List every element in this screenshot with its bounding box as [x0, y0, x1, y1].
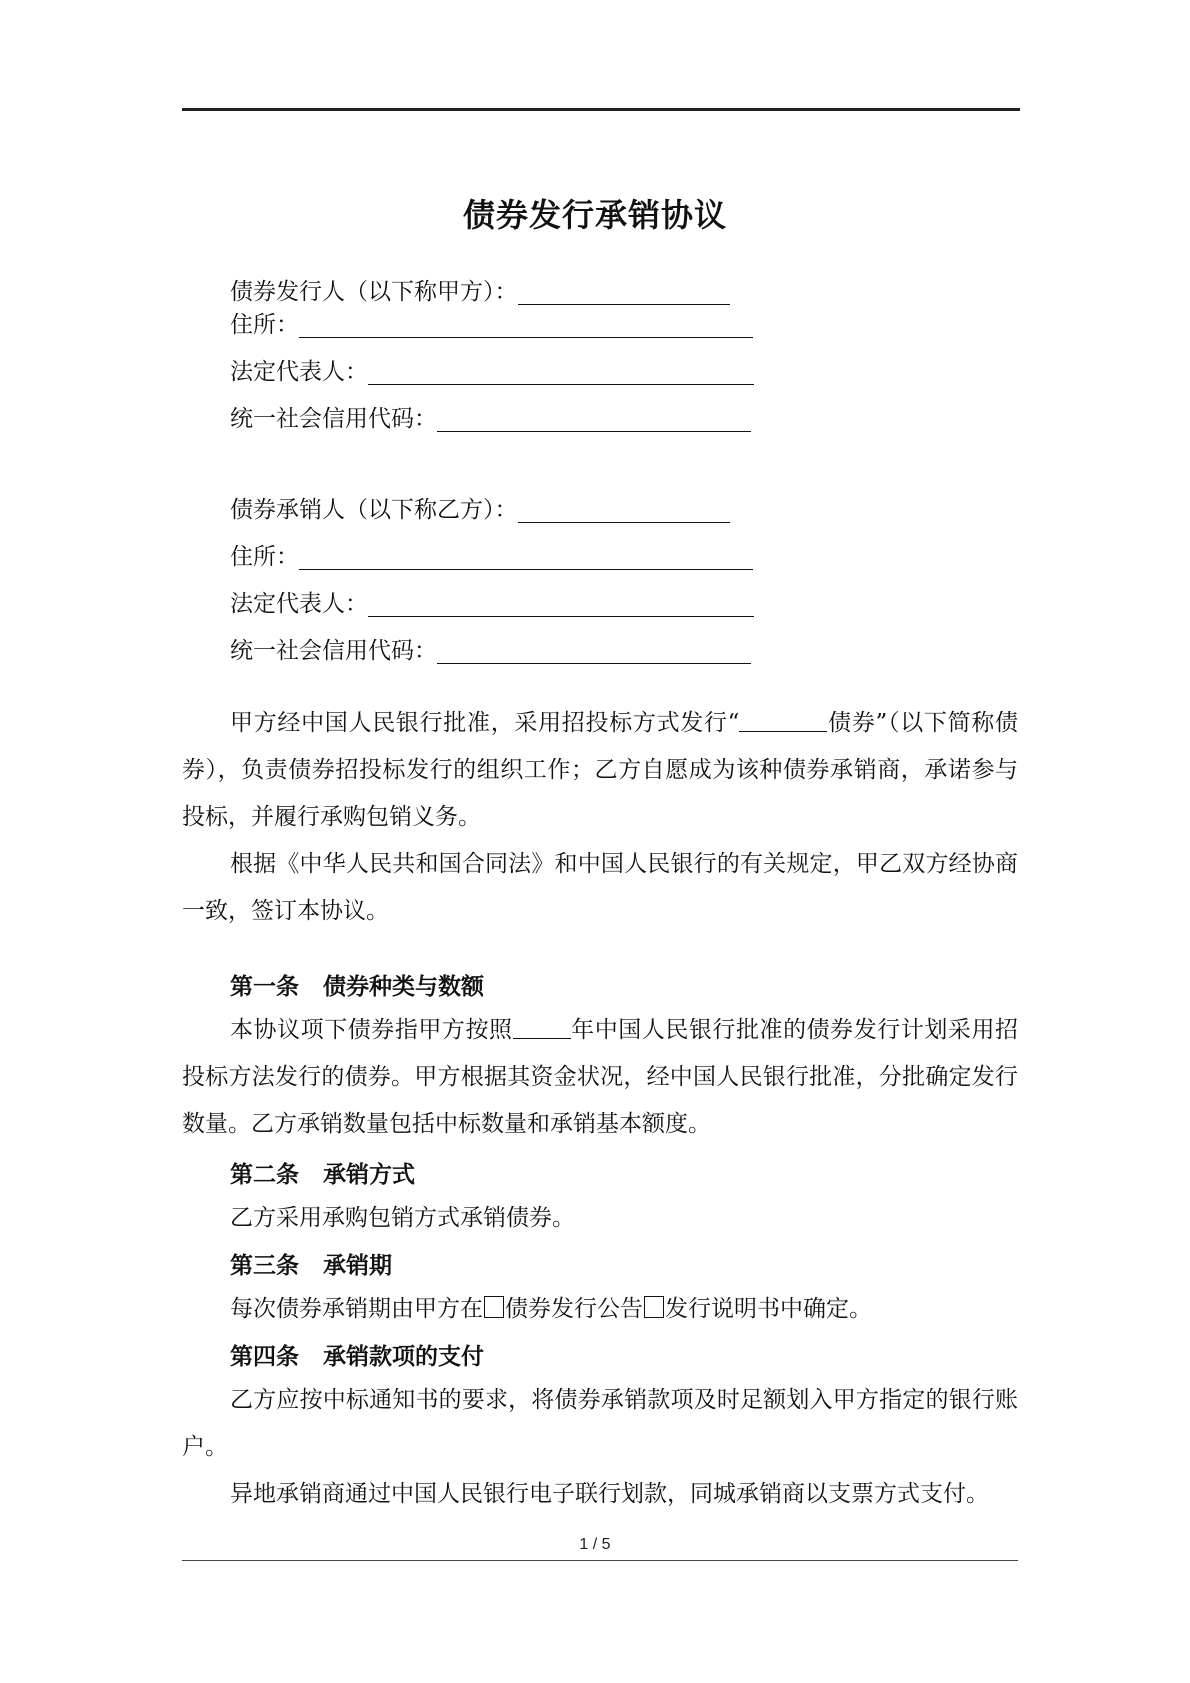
article-3-text-c: 发行说明书中确定。 — [665, 1296, 872, 1322]
party-b-credit-code-label: 统一社会信用代码： — [230, 638, 437, 664]
party-b-address-blank[interactable] — [299, 543, 753, 570]
article-3-number: 第三条 — [230, 1253, 299, 1279]
party-b-underwriter-label: 债券承销人（以下称乙方）： — [230, 497, 518, 523]
article-1-text — [182, 1007, 1018, 1148]
party-b-underwriter-field — [230, 495, 730, 525]
party-a-address-field — [230, 310, 753, 340]
party-a-address-blank[interactable] — [299, 311, 753, 338]
article-4-number: 第四条 — [230, 1344, 299, 1370]
party-a-issuer-blank[interactable] — [518, 278, 730, 305]
document-title: 债券发行承销协议 — [462, 196, 727, 234]
article-4-text-1: 乙方应按中标通知书的要求，将债券承销款项及时足额划入甲方指定的银行账户。 — [182, 1387, 1018, 1460]
party-a-credit-code-label: 统一社会信用代码： — [230, 406, 437, 432]
page-number: 1 / 5 — [579, 1536, 611, 1553]
article-3-title: 承销期 — [323, 1253, 392, 1279]
party-a-credit-code-blank[interactable] — [437, 405, 751, 432]
intro-paragraph-2: 根据《中华人民共和国合同法》和中国人民银行的有关规定，甲乙双方经协商一致，签订本协议。 — [182, 851, 1018, 924]
article-4-text-2: 异地承销商通过中国人民银行电子联行划款，同城承销商以支票方式支付。 — [230, 1481, 989, 1507]
party-a-representative-blank[interactable] — [368, 358, 754, 385]
party-a-representative-field — [230, 357, 754, 387]
year-blank[interactable] — [513, 1014, 571, 1039]
party-b-representative-label: 法定代表人： — [230, 591, 368, 617]
party-b-representative-blank[interactable] — [368, 590, 754, 617]
header-rule — [182, 108, 1020, 111]
footer-rule — [182, 1560, 1018, 1561]
article-3-text-b: 债券发行公告 — [505, 1296, 643, 1322]
party-a-issuer-label: 债券发行人（以下称甲方）： — [230, 279, 518, 305]
party-b-credit-code-blank[interactable] — [437, 637, 751, 664]
party-a-representative-label: 法定代表人： — [230, 359, 368, 385]
article-2-text: 乙方采用承购包销方式承销债券。 — [230, 1205, 575, 1231]
article-4-heading — [230, 1342, 484, 1372]
article-2-title: 承销方式 — [323, 1162, 415, 1188]
article-3-heading — [230, 1251, 392, 1281]
party-b-credit-code-field — [230, 636, 751, 666]
article-3-text — [182, 1286, 1018, 1333]
party-b-representative-field — [230, 589, 754, 619]
article-1-title: 债券种类与数额 — [323, 974, 484, 1000]
intro-p1-after: 债券”（以下简称债券），负责债券招投标发行的组织工作；乙方自愿成为该种债券承销商，承诺参与投标，并履行承购包销义务。 — [182, 710, 1018, 830]
party-a-address-label: 住所： — [230, 312, 299, 338]
bond-name-blank[interactable] — [739, 707, 827, 732]
checkbox-icon[interactable] — [644, 1296, 664, 1318]
article-1-text-after: 年中国人民银行批准的债券发行计划采用招投标方法发行的债券。甲方根据其资金状况，经中国人民银行批准，分批确定发行数量。乙方承销数量包括中标数量和承销基本额度。 — [182, 1017, 1019, 1137]
intro-p1-before: 甲方经中国人民银行批准，采用招投标方式发行“ — [230, 710, 740, 736]
party-a-issuer-field — [230, 277, 730, 307]
article-2-number: 第二条 — [230, 1162, 299, 1188]
article-2-heading — [230, 1160, 415, 1190]
checkbox-icon[interactable] — [484, 1296, 504, 1318]
article-3-text-a: 每次债券承销期由甲方在 — [230, 1296, 483, 1322]
article-1-number: 第一条 — [230, 974, 299, 1000]
party-b-underwriter-blank[interactable] — [518, 496, 730, 523]
intro-paragraph-1 — [182, 700, 1018, 841]
party-b-address-field — [230, 542, 753, 572]
article-1-heading — [230, 972, 484, 1002]
party-a-credit-code-field — [230, 404, 751, 434]
article-4-title: 承销款项的支付 — [323, 1344, 484, 1370]
article-1-text-before: 本协议项下债券指甲方按照 — [230, 1017, 513, 1043]
party-b-address-label: 住所： — [230, 544, 299, 570]
